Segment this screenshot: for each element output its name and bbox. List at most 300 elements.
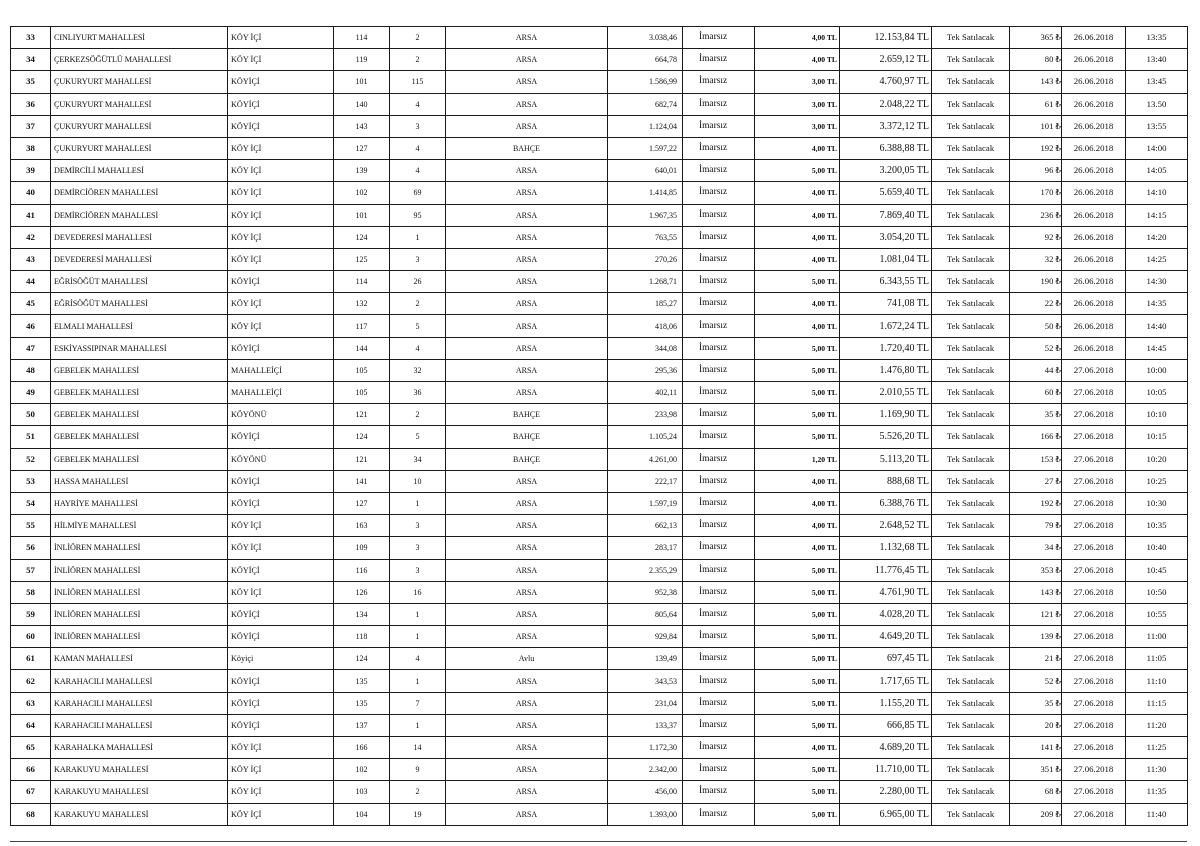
table-row <box>11 626 1188 648</box>
area-m2-cell: 662,13 <box>608 515 683 537</box>
auction-date-cell: 27.06.2018 <box>1062 492 1126 514</box>
table-row <box>11 559 1188 581</box>
table-row <box>11 581 1188 603</box>
total-price-cell: 4.760,97 TL <box>840 71 932 93</box>
auction-time-cell: 14:35 <box>1126 293 1188 315</box>
unit-price-cell: 4,00 TL <box>755 137 840 159</box>
neighborhood-name-cell: HİLMİYE MAHALLESİ <box>51 515 228 537</box>
unit-price-cell: 5,00 TL <box>755 581 840 603</box>
parcel-number-cell: 2 <box>390 27 446 49</box>
auction-date-cell: 27.06.2018 <box>1062 803 1126 825</box>
unit-price-cell: 4,00 TL <box>755 204 840 226</box>
sale-type-cell: Tek Satılacak <box>932 626 1010 648</box>
area-m2-cell: 1.172,30 <box>608 737 683 759</box>
deposit-cell: 60 ₺ <box>1010 382 1062 404</box>
total-price-cell: 6.388,88 TL <box>840 137 932 159</box>
area-m2-cell: 231,04 <box>608 692 683 714</box>
property-type-cell: ARSA <box>446 71 608 93</box>
auction-date-cell: 26.06.2018 <box>1062 71 1126 93</box>
location-type-cell: KÖYİÇİ <box>228 714 334 736</box>
auction-date-cell: 27.06.2018 <box>1062 603 1126 625</box>
table-row <box>11 781 1188 803</box>
sale-type-cell: Tek Satılacak <box>932 781 1010 803</box>
block-number-cell: 139 <box>334 160 390 182</box>
total-price-cell: 12.153,84 TL <box>840 27 932 49</box>
auction-time-cell: 14:15 <box>1126 204 1188 226</box>
area-m2-cell: 344,08 <box>608 337 683 359</box>
neighborhood-name-cell: İNLİÖREN MAHALLESİ <box>51 559 228 581</box>
sale-type-cell: Tek Satılacak <box>932 492 1010 514</box>
auction-date-cell: 27.06.2018 <box>1062 581 1126 603</box>
row-number-cell: 39 <box>11 160 51 182</box>
block-number-cell: 163 <box>334 515 390 537</box>
sale-type-cell: Tek Satılacak <box>932 271 1010 293</box>
zoning-status-cell: İmarsız <box>683 737 755 759</box>
area-m2-cell: 2.355,29 <box>608 559 683 581</box>
location-type-cell: KÖYİÇİ <box>228 115 334 137</box>
deposit-cell: 101 ₺ <box>1010 115 1062 137</box>
unit-price-cell: 3,00 TL <box>755 71 840 93</box>
area-m2-cell: 418,06 <box>608 315 683 337</box>
total-price-cell: 3.054,20 TL <box>840 226 932 248</box>
total-price-cell: 1.476,80 TL <box>840 359 932 381</box>
property-type-cell: BAHÇE <box>446 404 608 426</box>
table-row <box>11 115 1188 137</box>
row-number-cell: 62 <box>11 670 51 692</box>
auction-time-cell: 11:15 <box>1126 692 1188 714</box>
parcel-number-cell: 95 <box>390 204 446 226</box>
sale-type-cell: Tek Satılacak <box>932 248 1010 270</box>
unit-price-cell: 4,00 TL <box>755 470 840 492</box>
neighborhood-name-cell: DEMİRCİLİ MAHALLESİ <box>51 160 228 182</box>
auction-date-cell: 27.06.2018 <box>1062 404 1126 426</box>
row-number-cell: 64 <box>11 714 51 736</box>
unit-price-cell: 5,00 TL <box>755 648 840 670</box>
neighborhood-name-cell: İNLİÖREN MAHALLESİ <box>51 537 228 559</box>
auction-time-cell: 10:25 <box>1126 470 1188 492</box>
total-price-cell: 1.081,04 TL <box>840 248 932 270</box>
row-number-cell: 60 <box>11 626 51 648</box>
neighborhood-name-cell: EĞRİSÖĞÜT MAHALLESİ <box>51 293 228 315</box>
parcel-number-cell: 4 <box>390 93 446 115</box>
unit-price-cell: 5,00 TL <box>755 670 840 692</box>
unit-price-cell: 4,00 TL <box>755 293 840 315</box>
auction-time-cell: 10:35 <box>1126 515 1188 537</box>
table-row <box>11 27 1188 49</box>
auction-date-cell: 27.06.2018 <box>1062 648 1126 670</box>
location-type-cell: KÖY İÇİ <box>228 515 334 537</box>
neighborhood-name-cell: DEVEDERESİ MAHALLESİ <box>51 226 228 248</box>
area-m2-cell: 295,36 <box>608 359 683 381</box>
total-price-cell: 6.388,76 TL <box>840 492 932 514</box>
area-m2-cell: 682,74 <box>608 93 683 115</box>
parcel-number-cell: 34 <box>390 448 446 470</box>
total-price-cell: 1.672,24 TL <box>840 315 932 337</box>
block-number-cell: 143 <box>334 115 390 137</box>
sale-type-cell: Tek Satılacak <box>932 648 1010 670</box>
neighborhood-name-cell: DEVEDERESİ MAHALLESİ <box>51 248 228 270</box>
zoning-status-cell: İmarsız <box>683 448 755 470</box>
parcel-number-cell: 2 <box>390 293 446 315</box>
block-number-cell: 105 <box>334 359 390 381</box>
sale-type-cell: Tek Satılacak <box>932 759 1010 781</box>
zoning-status-cell: İmarsız <box>683 426 755 448</box>
parcel-number-cell: 1 <box>390 714 446 736</box>
location-type-cell: KÖYİÇİ <box>228 93 334 115</box>
auction-time-cell: 10:45 <box>1126 559 1188 581</box>
total-price-cell: 666,85 TL <box>840 714 932 736</box>
block-number-cell: 104 <box>334 803 390 825</box>
location-type-cell: KÖY İÇİ <box>228 137 334 159</box>
unit-price-cell: 4,00 TL <box>755 737 840 759</box>
table-row <box>11 670 1188 692</box>
parcel-number-cell: 5 <box>390 315 446 337</box>
block-number-cell: 124 <box>334 648 390 670</box>
unit-price-cell: 5,00 TL <box>755 781 840 803</box>
parcel-number-cell: 2 <box>390 781 446 803</box>
total-price-cell: 11.776,45 TL <box>840 559 932 581</box>
table-row <box>11 182 1188 204</box>
location-type-cell: KÖY İÇİ <box>228 182 334 204</box>
property-type-cell: ARSA <box>446 204 608 226</box>
table-row <box>11 803 1188 825</box>
block-number-cell: 140 <box>334 93 390 115</box>
auction-time-cell: 11:20 <box>1126 714 1188 736</box>
zoning-status-cell: İmarsız <box>683 160 755 182</box>
block-number-cell: 127 <box>334 137 390 159</box>
unit-price-cell: 5,00 TL <box>755 337 840 359</box>
property-type-cell: ARSA <box>446 248 608 270</box>
zoning-status-cell: İmarsız <box>683 226 755 248</box>
row-number-cell: 34 <box>11 49 51 71</box>
location-type-cell: KÖY İÇİ <box>228 204 334 226</box>
parcel-number-cell: 36 <box>390 382 446 404</box>
property-type-cell: ARSA <box>446 49 608 71</box>
auction-date-cell: 26.06.2018 <box>1062 137 1126 159</box>
location-type-cell: KÖYİÇİ <box>228 337 334 359</box>
zoning-status-cell: İmarsız <box>683 382 755 404</box>
area-m2-cell: 1.393,00 <box>608 803 683 825</box>
zoning-status-cell: İmarsız <box>683 71 755 93</box>
unit-price-cell: 3,00 TL <box>755 115 840 137</box>
auction-date-cell: 27.06.2018 <box>1062 626 1126 648</box>
location-type-cell: KÖYİÇİ <box>228 71 334 93</box>
auction-time-cell: 14:25 <box>1126 248 1188 270</box>
area-m2-cell: 133,37 <box>608 714 683 736</box>
auction-time-cell: 11:00 <box>1126 626 1188 648</box>
row-number-cell: 38 <box>11 137 51 159</box>
parcel-number-cell: 3 <box>390 115 446 137</box>
auction-date-cell: 26.06.2018 <box>1062 248 1126 270</box>
unit-price-cell: 5,00 TL <box>755 626 840 648</box>
auction-date-cell: 26.06.2018 <box>1062 271 1126 293</box>
zoning-status-cell: İmarsız <box>683 470 755 492</box>
parcel-number-cell: 1 <box>390 670 446 692</box>
auction-date-cell: 26.06.2018 <box>1062 49 1126 71</box>
table-row <box>11 226 1188 248</box>
sale-type-cell: Tek Satılacak <box>932 204 1010 226</box>
table-row <box>11 470 1188 492</box>
deposit-cell: 166 ₺ <box>1010 426 1062 448</box>
parcel-number-cell: 1 <box>390 603 446 625</box>
location-type-cell: KÖYİÇİ <box>228 426 334 448</box>
table-row <box>11 382 1188 404</box>
location-type-cell: KÖYİÇİ <box>228 271 334 293</box>
auction-time-cell: 11:35 <box>1126 781 1188 803</box>
area-m2-cell: 763,55 <box>608 226 683 248</box>
zoning-status-cell: İmarsız <box>683 315 755 337</box>
block-number-cell: 103 <box>334 781 390 803</box>
block-number-cell: 102 <box>334 182 390 204</box>
parcel-number-cell: 16 <box>390 581 446 603</box>
zoning-status-cell: İmarsız <box>683 603 755 625</box>
neighborhood-name-cell: ELMALI MAHALLESİ <box>51 315 228 337</box>
unit-price-cell: 4,00 TL <box>755 49 840 71</box>
location-type-cell: KÖY İÇİ <box>228 803 334 825</box>
sale-type-cell: Tek Satılacak <box>932 337 1010 359</box>
table-row <box>11 603 1188 625</box>
sale-type-cell: Tek Satılacak <box>932 160 1010 182</box>
zoning-status-cell: İmarsız <box>683 759 755 781</box>
auction-time-cell: 10:05 <box>1126 382 1188 404</box>
neighborhood-name-cell: KARAHACILI MAHALLESİ <box>51 692 228 714</box>
parcel-number-cell: 9 <box>390 759 446 781</box>
block-number-cell: 126 <box>334 581 390 603</box>
property-type-cell: ARSA <box>446 803 608 825</box>
sale-type-cell: Tek Satılacak <box>932 137 1010 159</box>
deposit-cell: 170 ₺ <box>1010 182 1062 204</box>
table-row <box>11 426 1188 448</box>
neighborhood-name-cell: ÇERKEZSÖĞÜTLÜ MAHALLESİ <box>51 49 228 71</box>
zoning-status-cell: İmarsız <box>683 515 755 537</box>
parcel-number-cell: 3 <box>390 537 446 559</box>
row-number-cell: 35 <box>11 71 51 93</box>
parcel-number-cell: 4 <box>390 648 446 670</box>
location-type-cell: KÖY İÇİ <box>228 781 334 803</box>
auction-date-cell: 26.06.2018 <box>1062 182 1126 204</box>
location-type-cell: KÖYİÇİ <box>228 603 334 625</box>
block-number-cell: 144 <box>334 337 390 359</box>
property-type-cell: ARSA <box>446 737 608 759</box>
area-m2-cell: 456,00 <box>608 781 683 803</box>
table-row <box>11 537 1188 559</box>
deposit-cell: 141 ₺ <box>1010 737 1062 759</box>
property-type-cell: ARSA <box>446 293 608 315</box>
sale-type-cell: Tek Satılacak <box>932 49 1010 71</box>
property-type-cell: ARSA <box>446 692 608 714</box>
sale-type-cell: Tek Satılacak <box>932 692 1010 714</box>
parcel-number-cell: 10 <box>390 470 446 492</box>
location-type-cell: KÖYİÇİ <box>228 670 334 692</box>
zoning-status-cell: İmarsız <box>683 781 755 803</box>
location-type-cell: KÖYİÇİ <box>228 470 334 492</box>
deposit-cell: 50 ₺ <box>1010 315 1062 337</box>
parcel-number-cell: 4 <box>390 160 446 182</box>
deposit-cell: 365 ₺ <box>1010 27 1062 49</box>
auction-time-cell: 14:45 <box>1126 337 1188 359</box>
zoning-status-cell: İmarsız <box>683 115 755 137</box>
auction-time-cell: 14:30 <box>1126 271 1188 293</box>
parcel-number-cell: 4 <box>390 137 446 159</box>
neighborhood-name-cell: HAYRİYE MAHALLESİ <box>51 492 228 514</box>
area-m2-cell: 1.124,04 <box>608 115 683 137</box>
auction-date-cell: 26.06.2018 <box>1062 226 1126 248</box>
unit-price-cell: 4,00 TL <box>755 226 840 248</box>
deposit-cell: 209 ₺ <box>1010 803 1062 825</box>
property-type-cell: ARSA <box>446 27 608 49</box>
total-price-cell: 5.113,20 TL <box>840 448 932 470</box>
zoning-status-cell: İmarsız <box>683 271 755 293</box>
property-type-cell: ARSA <box>446 603 608 625</box>
total-price-cell: 7.869,40 TL <box>840 204 932 226</box>
row-number-cell: 52 <box>11 448 51 470</box>
auction-date-cell: 26.06.2018 <box>1062 293 1126 315</box>
area-m2-cell: 402,11 <box>608 382 683 404</box>
total-price-cell: 1.132,68 TL <box>840 537 932 559</box>
neighborhood-name-cell: GEBELEK MAHALLESİ <box>51 426 228 448</box>
property-type-cell: ARSA <box>446 626 608 648</box>
auction-time-cell: 14:05 <box>1126 160 1188 182</box>
row-number-cell: 43 <box>11 248 51 270</box>
sale-type-cell: Tek Satılacak <box>932 714 1010 736</box>
zoning-status-cell: İmarsız <box>683 93 755 115</box>
total-price-cell: 4.028,20 TL <box>840 603 932 625</box>
table-row <box>11 648 1188 670</box>
auction-time-cell: 13:55 <box>1126 115 1188 137</box>
location-type-cell: KÖYİÇİ <box>228 626 334 648</box>
unit-price-cell: 5,00 TL <box>755 359 840 381</box>
row-number-cell: 55 <box>11 515 51 537</box>
table-row <box>11 137 1188 159</box>
auction-time-cell: 11:25 <box>1126 737 1188 759</box>
zoning-status-cell: İmarsız <box>683 537 755 559</box>
deposit-cell: 351 ₺ <box>1010 759 1062 781</box>
auction-time-cell: 13.50 <box>1126 93 1188 115</box>
area-m2-cell: 3.038,46 <box>608 27 683 49</box>
neighborhood-name-cell: GEBELEK MAHALLESİ <box>51 359 228 381</box>
sale-type-cell: Tek Satılacak <box>932 226 1010 248</box>
neighborhood-name-cell: ÇUKURYURT MAHALLESİ <box>51 137 228 159</box>
neighborhood-name-cell: İNLİÖREN MAHALLESİ <box>51 626 228 648</box>
unit-price-cell: 5,00 TL <box>755 559 840 581</box>
auction-time-cell: 11:10 <box>1126 670 1188 692</box>
total-price-cell: 2.010,55 TL <box>840 382 932 404</box>
area-m2-cell: 952,38 <box>608 581 683 603</box>
parcel-auction-table <box>10 26 1188 826</box>
area-m2-cell: 4.261,00 <box>608 448 683 470</box>
zoning-status-cell: İmarsız <box>683 670 755 692</box>
parcel-number-cell: 3 <box>390 248 446 270</box>
parcel-number-cell: 69 <box>390 182 446 204</box>
zoning-status-cell: İmarsız <box>683 27 755 49</box>
parcel-number-cell: 14 <box>390 737 446 759</box>
sale-type-cell: Tek Satılacak <box>932 293 1010 315</box>
unit-price-cell: 5,00 TL <box>755 426 840 448</box>
sale-type-cell: Tek Satılacak <box>932 315 1010 337</box>
table-row <box>11 492 1188 514</box>
sale-type-cell: Tek Satılacak <box>932 93 1010 115</box>
sale-type-cell: Tek Satılacak <box>932 382 1010 404</box>
sale-type-cell: Tek Satılacak <box>932 670 1010 692</box>
deposit-cell: 96 ₺ <box>1010 160 1062 182</box>
auction-date-cell: 27.06.2018 <box>1062 515 1126 537</box>
location-type-cell: KÖY İÇİ <box>228 49 334 71</box>
area-m2-cell: 929,84 <box>608 626 683 648</box>
auction-time-cell: 10:00 <box>1126 359 1188 381</box>
parcel-number-cell: 1 <box>390 492 446 514</box>
auction-date-cell: 26.06.2018 <box>1062 337 1126 359</box>
neighborhood-name-cell: HASSA MAHALLESİ <box>51 470 228 492</box>
total-price-cell: 5.659,40 TL <box>840 182 932 204</box>
row-number-cell: 49 <box>11 382 51 404</box>
zoning-status-cell: İmarsız <box>683 337 755 359</box>
block-number-cell: 105 <box>334 382 390 404</box>
auction-time-cell: 10:55 <box>1126 603 1188 625</box>
block-number-cell: 124 <box>334 226 390 248</box>
auction-date-cell: 27.06.2018 <box>1062 737 1126 759</box>
block-number-cell: 121 <box>334 404 390 426</box>
deposit-cell: 44 ₺ <box>1010 359 1062 381</box>
block-number-cell: 127 <box>334 492 390 514</box>
auction-time-cell: 14:10 <box>1126 182 1188 204</box>
zoning-status-cell: İmarsız <box>683 204 755 226</box>
deposit-cell: 22 ₺ <box>1010 293 1062 315</box>
deposit-cell: 68 ₺ <box>1010 781 1062 803</box>
auction-date-cell: 27.06.2018 <box>1062 426 1126 448</box>
block-number-cell: 114 <box>334 27 390 49</box>
neighborhood-name-cell: İNLİÖREN MAHALLESİ <box>51 603 228 625</box>
unit-price-cell: 5,00 TL <box>755 160 840 182</box>
neighborhood-name-cell: DEMİRCİÖREN MAHALLESİ <box>51 182 228 204</box>
total-price-cell: 6.965,00 TL <box>840 803 932 825</box>
auction-date-cell: 26.06.2018 <box>1062 27 1126 49</box>
deposit-cell: 192 ₺ <box>1010 492 1062 514</box>
deposit-cell: 121 ₺ <box>1010 603 1062 625</box>
property-type-cell: Avlu <box>446 648 608 670</box>
total-price-cell: 3.200,05 TL <box>840 160 932 182</box>
deposit-cell: 92 ₺ <box>1010 226 1062 248</box>
total-price-cell: 4.761,90 TL <box>840 581 932 603</box>
auction-time-cell: 11:05 <box>1126 648 1188 670</box>
row-number-cell: 48 <box>11 359 51 381</box>
sale-type-cell: Tek Satılacak <box>932 182 1010 204</box>
auction-time-cell: 13:35 <box>1126 27 1188 49</box>
sale-type-cell: Tek Satılacak <box>932 27 1010 49</box>
table-row <box>11 448 1188 470</box>
deposit-cell: 143 ₺ <box>1010 71 1062 93</box>
table-row <box>11 515 1188 537</box>
property-type-cell: BAHÇE <box>446 426 608 448</box>
unit-price-cell: 4,00 TL <box>755 515 840 537</box>
block-number-cell: 135 <box>334 670 390 692</box>
area-m2-cell: 222,17 <box>608 470 683 492</box>
location-type-cell: Köyiçi <box>228 648 334 670</box>
deposit-cell: 143 ₺ <box>1010 581 1062 603</box>
property-type-cell: ARSA <box>446 359 608 381</box>
parcel-number-cell: 7 <box>390 692 446 714</box>
unit-price-cell: 5,00 TL <box>755 803 840 825</box>
parcel-number-cell: 19 <box>390 803 446 825</box>
sale-type-cell: Tek Satılacak <box>932 603 1010 625</box>
row-number-cell: 56 <box>11 537 51 559</box>
zoning-status-cell: İmarsız <box>683 581 755 603</box>
block-number-cell: 132 <box>334 293 390 315</box>
sale-type-cell: Tek Satılacak <box>932 559 1010 581</box>
zoning-status-cell: İmarsız <box>683 49 755 71</box>
row-number-cell: 42 <box>11 226 51 248</box>
neighborhood-name-cell: GEBELEK MAHALLESİ <box>51 448 228 470</box>
auction-date-cell: 27.06.2018 <box>1062 359 1126 381</box>
